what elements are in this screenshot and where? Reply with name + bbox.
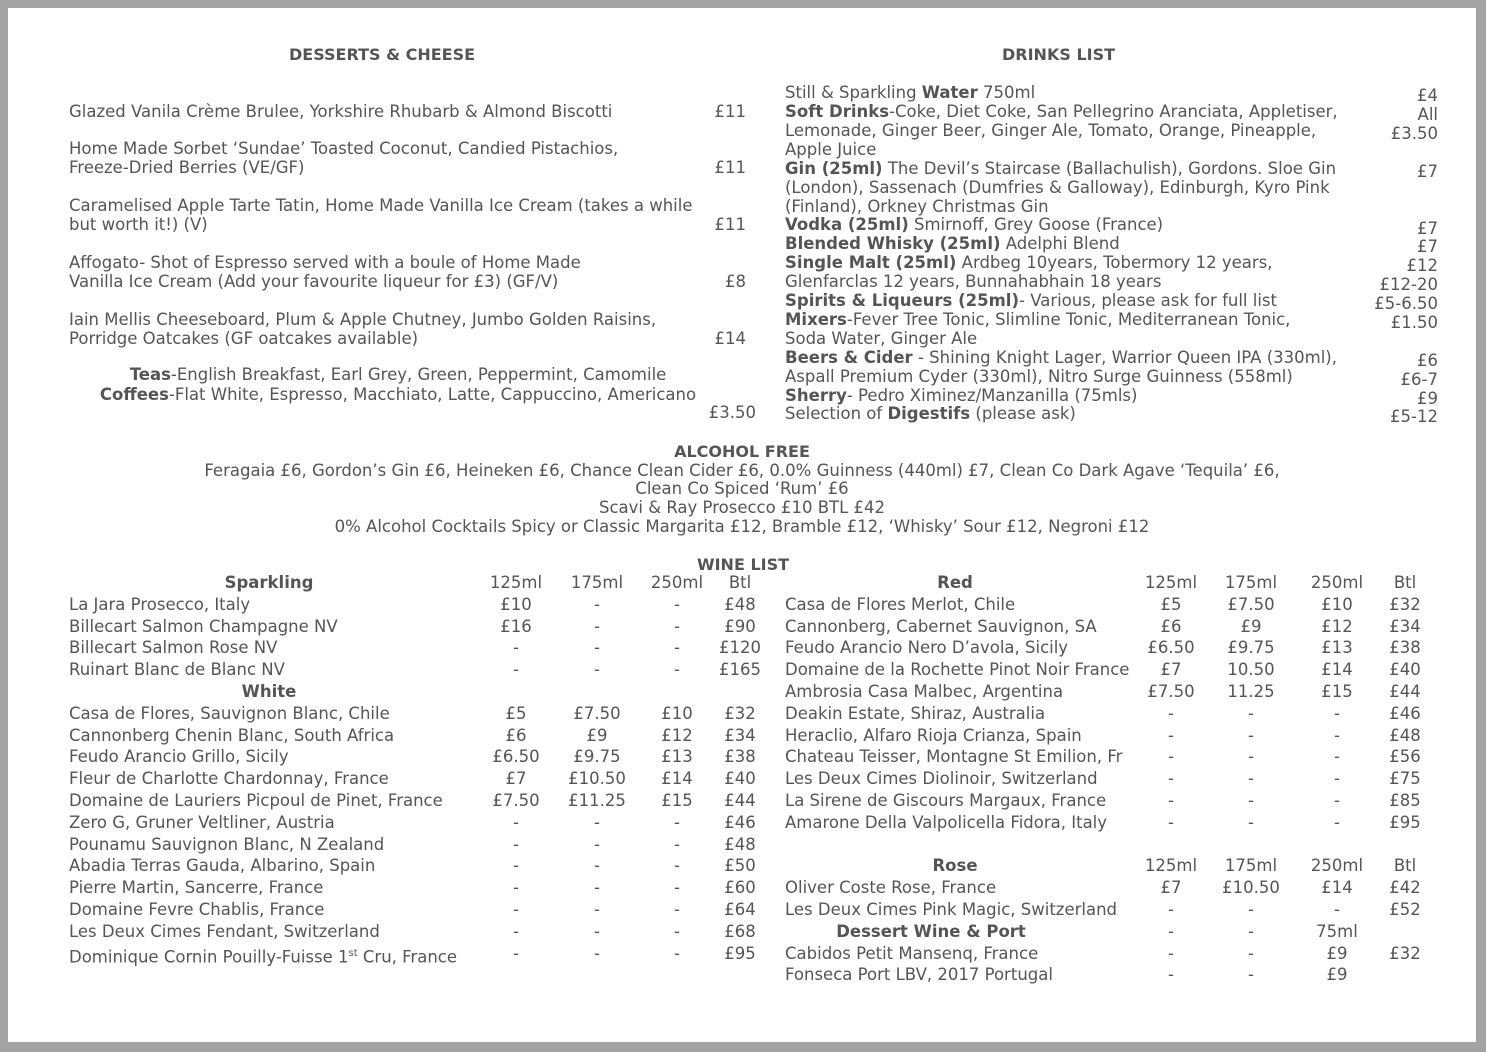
sparkling-section-label: Sparkling bbox=[224, 573, 314, 592]
spirits-label: Spirits & Liqueurs (25ml) bbox=[785, 291, 1019, 310]
white-wine-price: - bbox=[674, 943, 680, 963]
red-wine-name bbox=[785, 616, 1097, 638]
red-wine-price: - bbox=[1248, 769, 1254, 789]
white-wine-price: - bbox=[594, 812, 600, 832]
red-wine-name bbox=[785, 703, 1045, 725]
white-wine-price: - bbox=[594, 943, 600, 963]
dessert-wine-header-row bbox=[8, 921, 1476, 943]
digestifs-label: Digestifs bbox=[887, 404, 971, 423]
beers-label: Beers & Cider bbox=[785, 348, 913, 367]
white-wine-name bbox=[69, 834, 384, 856]
red-wine-price: - bbox=[1248, 703, 1254, 723]
dessert-item-line: Freeze-Dried Berries (VE/GF) bbox=[69, 158, 305, 177]
mixers-label: Mixers bbox=[785, 310, 847, 329]
sparkling-size-header: 175ml bbox=[570, 573, 624, 592]
white-wine-price: - bbox=[594, 834, 600, 854]
red-wine-price: 11.25 bbox=[1227, 682, 1275, 701]
dessert-item-price: £8 bbox=[725, 272, 746, 291]
white-wine-price: £48 bbox=[724, 834, 756, 854]
red-size-header: Btl bbox=[1393, 573, 1417, 592]
gin-label: Gin (25ml) bbox=[785, 159, 883, 178]
soft-drinks-text-1: -Coke, Diet Coke, San Pellegrino Aranciata, Appletiser, bbox=[889, 102, 1338, 121]
red-size-header: 175ml bbox=[1224, 573, 1278, 592]
rose-wine-price: - bbox=[1248, 900, 1254, 919]
red-wine-name bbox=[785, 725, 1082, 747]
beers-text-1: - Shining Knight Lager, Warrior Queen IPA (330ml), bbox=[912, 348, 1337, 367]
rose-wine-price: - bbox=[1334, 900, 1340, 919]
dessert-wine-size-header: - bbox=[1248, 921, 1254, 941]
red-wine-name bbox=[785, 746, 1122, 768]
red-wine-price: £40 bbox=[1389, 660, 1421, 680]
digestifs-pre: Selection of bbox=[785, 404, 888, 423]
red-wine-name bbox=[785, 594, 1015, 616]
wine-name-text: Dominique Cornin Pouilly-Fuisse 1 bbox=[69, 947, 349, 967]
white-wine-price: £40 bbox=[724, 769, 756, 789]
white-wine-price: £34 bbox=[724, 725, 756, 745]
white-wine-price: £7 bbox=[505, 769, 527, 789]
red-header-row bbox=[8, 572, 1476, 594]
dessert-wine-size-header: - bbox=[1168, 921, 1174, 941]
sherry-text: - Pedro Ximinez/Manzanilla (75mls) bbox=[846, 386, 1138, 405]
red-wine-price: - bbox=[1168, 791, 1174, 810]
blended-whisky-text: Adelphi Blend bbox=[1000, 234, 1120, 253]
drinks-heading: DRINKS LIST bbox=[1002, 45, 1116, 64]
mixers-line-1 bbox=[785, 310, 1290, 329]
red-wine-price: £44 bbox=[1389, 682, 1421, 701]
dessert-item-price: £11 bbox=[714, 102, 746, 121]
wine-name-text: Oliver Coste Rose, France bbox=[785, 878, 997, 898]
spirits-price: £5-6.50 bbox=[1374, 294, 1438, 313]
wine-name-end: Cru, France bbox=[357, 947, 458, 967]
white-wine-price: £15 bbox=[661, 791, 693, 810]
wine-name-text: Cabidos Petit Mansenq, France bbox=[785, 943, 1039, 963]
red-wine-name bbox=[785, 812, 1107, 834]
white-wine-price: £10.50 bbox=[568, 769, 626, 789]
red-wine-price: £56 bbox=[1389, 747, 1421, 767]
digestifs-price: £5-12 bbox=[1390, 407, 1438, 426]
red-wine-name bbox=[785, 790, 1106, 812]
rose-wine-price: £42 bbox=[1389, 878, 1421, 898]
white-section-label: White bbox=[241, 682, 297, 701]
dessert-wine-wine-price: - bbox=[1168, 943, 1174, 963]
red-wine-price: £14 bbox=[1321, 660, 1353, 680]
rose-wine-price: £7 bbox=[1160, 878, 1182, 898]
dessert-wine-wine-price: £9 bbox=[1326, 965, 1348, 985]
white-wine-price: - bbox=[674, 878, 680, 898]
rose-wine-price: £10.50 bbox=[1222, 878, 1280, 898]
wine-name-text: Domaine de Lauriers Picpoul de Pinet, France bbox=[69, 791, 443, 810]
water-line bbox=[785, 83, 1035, 102]
soft-drinks-line-2: Lemonade, Ginger Beer, Ginger Ale, Tomato, Orange, Pineapple, bbox=[785, 121, 1317, 140]
white-wine-price: - bbox=[674, 856, 680, 876]
wine-name-text: Cannonberg, Cabernet Sauvignon, SA bbox=[785, 616, 1097, 636]
red-wine-row bbox=[8, 725, 1476, 747]
single-malt-price-1: £12 bbox=[1406, 256, 1438, 275]
red-wine-row bbox=[8, 637, 1476, 659]
wine-name-text: La Jara Prosecco, Italy bbox=[69, 594, 251, 614]
red-wine-price: £6.50 bbox=[1147, 638, 1195, 658]
dessert-wine-wine-price: - bbox=[1168, 965, 1174, 985]
desserts-heading: DESSERTS & CHEESE bbox=[289, 45, 476, 64]
single-malt-price-2: £12-20 bbox=[1379, 275, 1438, 294]
alcohol-free-line-4: 0% Alcohol Cocktails Spicy or Classic Margarita £12, Bramble £12, ‘Whisky’ Sour £12, Negroni £12 bbox=[334, 517, 1150, 536]
red-wine-price: £75 bbox=[1389, 769, 1421, 789]
beers-price-2: £6-7 bbox=[1400, 370, 1438, 389]
red-wine-price: - bbox=[1168, 769, 1174, 789]
white-wine-price: £9 bbox=[586, 725, 608, 745]
rose-section-label: Rose bbox=[932, 856, 978, 876]
soft-drinks-line-1 bbox=[785, 102, 1338, 121]
sparkling-size-header: 125ml bbox=[489, 573, 543, 592]
teas-label: Teas bbox=[129, 365, 171, 384]
red-wine-price: - bbox=[1248, 791, 1254, 810]
red-wine-row bbox=[8, 594, 1476, 616]
red-wine-name bbox=[785, 637, 1068, 659]
red-size-header: 250ml bbox=[1310, 573, 1364, 592]
red-wine-price: £48 bbox=[1389, 725, 1421, 745]
wine-name-text: La Sirene de Giscours Margaux, France bbox=[785, 791, 1107, 810]
rose-size-header: Btl bbox=[1393, 856, 1417, 876]
dessert-item-line: Glazed Vanila Crème Brulee, Yorkshire Rhubarb & Almond Biscotti bbox=[69, 102, 613, 121]
gin-line-3: (Finland), Orkney Christmas Gin bbox=[785, 197, 1049, 216]
rose-wine-price: - bbox=[1168, 900, 1174, 919]
wine-name-text: Billecart Salmon Rose NV bbox=[69, 638, 278, 658]
spirits-text: - Various, please ask for full list bbox=[1019, 291, 1277, 310]
rose-wine-price: £52 bbox=[1389, 900, 1421, 919]
red-wine-price: £34 bbox=[1389, 616, 1421, 636]
wine-name-text: Les Deux Cimes Pink Magic, Switzerland bbox=[785, 900, 1118, 919]
white-wine-price: £32 bbox=[724, 703, 756, 723]
red-wine-price: £5 bbox=[1160, 594, 1182, 614]
red-wine-price: - bbox=[1168, 812, 1174, 832]
vodka-label: Vodka (25ml) bbox=[785, 215, 909, 234]
white-wine-price: - bbox=[513, 856, 519, 876]
red-wine-name bbox=[785, 659, 1129, 681]
beers-price-1: £6 bbox=[1417, 351, 1438, 370]
water-post: 750ml bbox=[977, 83, 1036, 102]
dessert-wine-wine-price: - bbox=[1248, 943, 1254, 963]
red-wine-name bbox=[785, 681, 1063, 703]
spirits-line bbox=[785, 291, 1277, 310]
dessert-item-line: Affogato- Shot of Espresso served with a boule of Home Made bbox=[69, 253, 581, 272]
white-wine-price: £68 bbox=[724, 921, 756, 941]
rose-size-header: 175ml bbox=[1224, 856, 1278, 876]
gin-text-1: The Devil’s Staircase (Ballachulish), Gordons. Sloe Gin bbox=[882, 159, 1337, 178]
red-wine-row bbox=[8, 703, 1476, 725]
coffees-line bbox=[68, 385, 728, 404]
wine-name-text: Feudo Arancio Grillo, Sicily bbox=[69, 747, 289, 767]
white-wine-price: £7.50 bbox=[573, 703, 621, 723]
alcohol-free-line-2: Clean Co Spiced ‘Rum’ £6 bbox=[635, 479, 849, 498]
red-wine-price: £13 bbox=[1321, 638, 1353, 658]
sparkling-wine-price: £120 bbox=[719, 638, 761, 658]
red-wine-price: £7.50 bbox=[1227, 594, 1275, 614]
dessert-wine-wine-row bbox=[8, 964, 1476, 986]
white-wine-price: £38 bbox=[724, 747, 756, 767]
blended-whisky-line bbox=[785, 234, 1120, 253]
single-malt-line-2: Glenfarclas 12 years, Bunnahabhain 18 years bbox=[785, 272, 1162, 291]
white-wine-price: £9.75 bbox=[573, 747, 621, 767]
white-wine-price: - bbox=[513, 943, 519, 963]
white-wine-price: - bbox=[513, 921, 519, 941]
blended-whisky-price: £7 bbox=[1417, 237, 1438, 256]
gin-line-2: (London), Sassenach (Dumfries & Galloway), Edinburgh, Kyro Pink bbox=[785, 178, 1330, 197]
alcohol-free-heading: ALCOHOL FREE bbox=[674, 442, 810, 461]
red-wine-price: - bbox=[1168, 747, 1174, 767]
wine-name-text: Cannonberg Chenin Blanc, South Africa bbox=[69, 725, 395, 745]
white-wine-price: £6 bbox=[505, 725, 527, 745]
dessert-item-line: but worth it!) (V) bbox=[69, 215, 208, 234]
red-wine-price: 10.50 bbox=[1227, 660, 1275, 680]
water-bold: Water bbox=[921, 83, 978, 102]
wine-name-text: Chateau Teisser, Montagne St Emilion, Fr bbox=[785, 747, 1123, 767]
red-wine-price: - bbox=[1248, 725, 1254, 745]
wine-name-text: Billecart Salmon Champagne NV bbox=[69, 616, 338, 636]
dessert-wine-wine-price: £32 bbox=[1389, 943, 1421, 963]
water-price: £4 bbox=[1417, 86, 1438, 105]
dessert-wine-size-header: 75ml bbox=[1316, 921, 1358, 941]
rose-wine-name bbox=[785, 877, 996, 899]
white-wine-price: - bbox=[513, 812, 519, 832]
white-wine-price: - bbox=[513, 878, 519, 898]
alcohol-free-line-3: Scavi & Ray Prosecco £10 BTL £42 bbox=[598, 498, 886, 517]
teas-line bbox=[68, 365, 728, 384]
dessert-item-line: Home Made Sorbet ‘Sundae’ Toasted Coconut, Candied Pistachios, bbox=[69, 139, 619, 158]
red-wine-price: - bbox=[1334, 725, 1340, 745]
red-wine-price: - bbox=[1334, 703, 1340, 723]
rose-size-header: 125ml bbox=[1144, 856, 1198, 876]
wine-list-heading: WINE LIST bbox=[696, 555, 790, 574]
rose-wine-row bbox=[8, 877, 1476, 899]
coffees-text: -Flat White, Espresso, Macchiato, Latte, Cappuccino, Americano bbox=[168, 385, 697, 404]
sherry-price: £9 bbox=[1417, 389, 1438, 408]
dessert-wine-wine-price: £9 bbox=[1326, 943, 1348, 963]
blended-whisky-label: Blended Whisky (25ml) bbox=[785, 234, 1001, 253]
red-wine-row bbox=[8, 659, 1476, 681]
sparkling-wine-price: £16 bbox=[500, 616, 532, 636]
vodka-text: Smirnoff, Grey Goose (France) bbox=[908, 215, 1164, 234]
white-wine-price: - bbox=[674, 900, 680, 919]
white-wine-row bbox=[8, 834, 1476, 856]
wine-name-text: Fonseca Port LBV, 2017 Portugal bbox=[785, 965, 1053, 985]
sparkling-wine-price: £48 bbox=[724, 594, 756, 614]
wine-name-text: Abadia Terras Gauda, Albarino, Spain bbox=[69, 856, 376, 876]
white-wine-price: £12 bbox=[661, 725, 693, 745]
dessert-item-price: £11 bbox=[714, 158, 746, 177]
red-wine-price: - bbox=[1334, 812, 1340, 832]
rose-header-row bbox=[8, 855, 1476, 877]
single-malt-line-1 bbox=[785, 253, 1273, 272]
sparkling-wine-price: - bbox=[674, 594, 680, 614]
coffees-label: Coffees bbox=[99, 385, 169, 404]
white-wine-price: £95 bbox=[724, 943, 756, 963]
red-wine-price: £10 bbox=[1321, 594, 1353, 614]
sparkling-wine-price: - bbox=[674, 638, 680, 658]
red-wine-price: £32 bbox=[1389, 594, 1421, 614]
red-wine-price: £95 bbox=[1389, 812, 1421, 832]
digestifs-post: (please ask) bbox=[970, 404, 1076, 423]
red-wine-name bbox=[785, 768, 1098, 790]
red-wine-price: £15 bbox=[1321, 682, 1353, 701]
red-wine-row bbox=[8, 768, 1476, 790]
wine-name-text: Casa de Flores, Sauvignon Blanc, Chile bbox=[69, 703, 390, 723]
white-wine-price: £11.25 bbox=[568, 791, 626, 810]
wine-name-text: Fleur de Charlotte Chardonnay, France bbox=[69, 769, 389, 789]
white-wine-price: - bbox=[513, 834, 519, 854]
white-wine-price: - bbox=[594, 921, 600, 941]
sparkling-wine-price: £165 bbox=[719, 660, 761, 680]
wine-name-sup: st bbox=[348, 947, 358, 959]
hot-drinks-price: £3.50 bbox=[708, 403, 756, 422]
teas-text: -English Breakfast, Earl Grey, Green, Peppermint, Camomile bbox=[170, 365, 667, 384]
red-wine-price: - bbox=[1248, 812, 1254, 832]
wine-name-text: Heraclio, Alfaro Rioja Crianza, Spain bbox=[785, 725, 1082, 745]
white-wine-price: £7.50 bbox=[492, 791, 540, 810]
wine-name-text: Feudo Arancio Nero D’avola, Sicily bbox=[785, 638, 1069, 658]
rose-wine-row bbox=[8, 899, 1476, 921]
wine-name-text: Domaine Fevre Chablis, France bbox=[69, 900, 325, 919]
wine-name-text: Pierre Martin, Sancerre, France bbox=[69, 878, 324, 898]
dessert-wine-section-label: Dessert Wine & Port bbox=[836, 921, 1026, 941]
red-wine-price: £7.50 bbox=[1147, 682, 1195, 701]
wine-name-text: Deakin Estate, Shiraz, Australia bbox=[785, 703, 1046, 723]
dessert-wine-wine-price: - bbox=[1248, 965, 1254, 985]
red-wine-price: £7 bbox=[1160, 660, 1182, 680]
soft-drinks-price-2: £3.50 bbox=[1390, 124, 1438, 143]
beers-line-1 bbox=[785, 348, 1337, 367]
red-wine-price: - bbox=[1248, 747, 1254, 767]
white-wine-price: £5 bbox=[505, 703, 527, 723]
sparkling-wine-price: - bbox=[594, 660, 600, 680]
sparkling-wine-price: £10 bbox=[500, 594, 532, 614]
sparkling-wine-price: - bbox=[594, 616, 600, 636]
dessert-wine-wine-name bbox=[785, 943, 1038, 965]
white-wine-price: £64 bbox=[724, 900, 756, 919]
rose-wine-price: £14 bbox=[1321, 878, 1353, 898]
wine-name-text: Les Deux Cimes Diolinoir, Switzerland bbox=[785, 769, 1098, 789]
dessert-wine-wine-name bbox=[785, 964, 1053, 986]
white-wine-price: - bbox=[594, 900, 600, 919]
red-wine-row bbox=[8, 812, 1476, 834]
vodka-price: £7 bbox=[1417, 219, 1438, 238]
white-wine-price: £6.50 bbox=[492, 747, 540, 767]
red-wine-price: - bbox=[1334, 769, 1340, 789]
sherry-label: Sherry bbox=[785, 386, 847, 405]
sparkling-size-header: 250ml bbox=[650, 573, 704, 592]
white-wine-price: £14 bbox=[661, 769, 693, 789]
mixers-text-1: -Fever Tree Tonic, Slimline Tonic, Mediterranean Tonic, bbox=[846, 310, 1291, 329]
red-wine-price: £38 bbox=[1389, 638, 1421, 658]
vodka-line bbox=[785, 215, 1163, 234]
rose-size-header: 250ml bbox=[1310, 856, 1364, 876]
red-wine-price: £85 bbox=[1389, 791, 1421, 810]
red-wine-price: £6 bbox=[1160, 616, 1182, 636]
white-wine-price: £10 bbox=[661, 703, 693, 723]
red-wine-price: - bbox=[1334, 791, 1340, 810]
wine-name-text: Ambrosia Casa Malbec, Argentina bbox=[785, 682, 1064, 701]
soft-drinks-label: Soft Drinks bbox=[785, 102, 890, 121]
red-wine-row bbox=[8, 790, 1476, 812]
wine-name-text: Casa de Flores Merlot, Chile bbox=[785, 594, 1016, 614]
sparkling-wine-price: - bbox=[674, 660, 680, 680]
rose-wine-name bbox=[785, 899, 1117, 921]
red-wine-price: £12 bbox=[1321, 616, 1353, 636]
sherry-line bbox=[785, 386, 1137, 405]
menu-page bbox=[8, 8, 1476, 1042]
soft-drinks-line-3: Apple Juice bbox=[785, 140, 877, 159]
wine-name-text: Pounamu Sauvignon Blanc, N Zealand bbox=[69, 834, 385, 854]
sparkling-wine-price: - bbox=[513, 638, 519, 658]
wine-name-text: Ruinart Blanc de Blanc NV bbox=[69, 660, 285, 680]
dessert-item-price: £14 bbox=[714, 329, 746, 348]
red-wine-price: £46 bbox=[1389, 703, 1421, 723]
white-wine-price: £44 bbox=[724, 791, 756, 810]
dessert-item-line: Porridge Oatcakes (GF oatcakes available) bbox=[69, 329, 419, 348]
white-wine-price: £46 bbox=[724, 812, 756, 832]
mixers-line-2: Soda Water, Ginger Ale bbox=[785, 329, 978, 348]
alcohol-free-line-1: Feragaia £6, Gordon’s Gin £6, Heineken £6, Chance Clean Cider £6, 0.0% Guinness (440ml) £7, Clean Co Dark Agave ‘Tequila’ £6, bbox=[204, 461, 1280, 480]
white-wine-price: - bbox=[594, 856, 600, 876]
red-wine-row bbox=[8, 746, 1476, 768]
wine-name-text: Les Deux Cimes Fendant, Switzerland bbox=[69, 921, 380, 941]
white-wine-price: - bbox=[674, 812, 680, 832]
gin-line-1 bbox=[785, 159, 1336, 178]
single-malt-text-1: Ardbeg 10years, Tobermory 12 years, bbox=[956, 253, 1273, 272]
sparkling-wine-price: - bbox=[594, 638, 600, 658]
white-wine-price: £60 bbox=[724, 878, 756, 898]
red-wine-row bbox=[8, 616, 1476, 638]
red-wine-row bbox=[8, 681, 1476, 703]
sparkling-size-header: Btl bbox=[728, 573, 752, 592]
sparkling-wine-price: £90 bbox=[724, 616, 756, 636]
wine-name-text: Amarone Della Valpolicella Fidora, Italy bbox=[785, 812, 1108, 832]
red-wine-price: - bbox=[1168, 703, 1174, 723]
sparkling-wine-price: - bbox=[674, 616, 680, 636]
water-pre: Still & Sparkling bbox=[785, 83, 922, 102]
dessert-item-line: Iain Mellis Cheeseboard, Plum & Apple Chutney, Jumbo Golden Raisins, bbox=[69, 310, 657, 329]
sparkling-wine-price: - bbox=[513, 660, 519, 680]
beers-line-2: Aspall Premium Cyder (330ml), Nitro Surge Guinness (558ml) bbox=[785, 367, 1293, 386]
wine-name-text: Domaine de la Rochette Pinot Noir France bbox=[785, 660, 1130, 680]
sparkling-wine-price: - bbox=[594, 594, 600, 614]
white-wine-price: - bbox=[594, 878, 600, 898]
red-section-label: Red bbox=[937, 573, 973, 592]
white-wine-price: - bbox=[674, 834, 680, 854]
digestifs-line bbox=[785, 404, 1076, 423]
soft-drinks-price-1: All bbox=[1417, 105, 1438, 124]
red-wine-price: - bbox=[1334, 747, 1340, 767]
white-wine-price: £13 bbox=[661, 747, 693, 767]
white-wine-price: - bbox=[674, 921, 680, 941]
red-wine-price: £9.75 bbox=[1227, 638, 1275, 658]
red-wine-price: - bbox=[1168, 725, 1174, 745]
white-wine-price: - bbox=[513, 900, 519, 919]
red-wine-price: £9 bbox=[1240, 616, 1262, 636]
gin-price: £7 bbox=[1417, 162, 1438, 181]
white-wine-price: £50 bbox=[724, 856, 756, 876]
dessert-item-line: Vanilla Ice Cream (Add your favourite liqueur for £3) (GF/V) bbox=[69, 272, 559, 291]
dessert-wine-wine-row bbox=[8, 943, 1476, 965]
red-size-header: 125ml bbox=[1144, 573, 1198, 592]
wine-name-text: Zero G, Gruner Veltliner, Austria bbox=[69, 812, 335, 832]
mixers-price: £1.50 bbox=[1390, 313, 1438, 332]
dessert-item-line: Caramelised Apple Tarte Tatin, Home Made Vanilla Ice Cream (takes a while bbox=[69, 196, 693, 215]
single-malt-label: Single Malt (25ml) bbox=[785, 253, 957, 272]
dessert-item-price: £11 bbox=[714, 215, 746, 234]
